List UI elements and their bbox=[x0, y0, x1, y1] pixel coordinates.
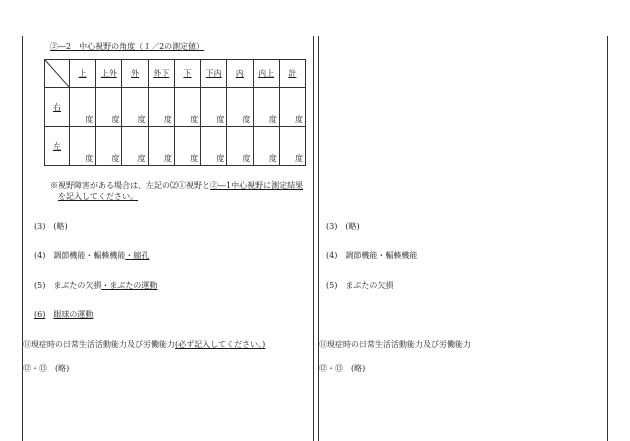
item-11-added: (必ず記入してください。) bbox=[175, 340, 266, 349]
table-cell: 度 bbox=[174, 88, 200, 127]
item-5-left bbox=[34, 281, 157, 291]
col-header-total: 計 bbox=[279, 60, 305, 88]
table-cell: 度 bbox=[122, 88, 148, 127]
note-line-1 bbox=[50, 181, 303, 191]
col-header-in: 内 bbox=[227, 60, 253, 88]
table-cell: 度 bbox=[96, 127, 122, 166]
table-cell: 度 bbox=[70, 88, 96, 127]
table-cell: 度 bbox=[227, 88, 253, 127]
item-4-left bbox=[34, 251, 149, 261]
field-angle-table bbox=[44, 59, 306, 166]
item-11-text: ⑪現症時の日常生活活動能力及び労働能力 bbox=[23, 340, 175, 349]
item-4-right: (4) 調節機能・輻輳機能 bbox=[326, 251, 418, 260]
table-cell: 度 bbox=[70, 127, 96, 166]
col-header-up-out: 上外 bbox=[96, 60, 122, 88]
item-12-left: ⑫・⑬ (略) bbox=[23, 364, 70, 373]
section-title: ②―2 中心視野の角度（Ｉ／2の測定値） bbox=[50, 42, 205, 51]
row-label-left: 左 bbox=[45, 127, 70, 166]
table-cell: 度 bbox=[201, 88, 227, 127]
note-text: 視野障害がある場合は、左記の⑵①視野と bbox=[58, 181, 210, 190]
center-divider-left bbox=[313, 36, 314, 441]
item-3-right: (3) (略) bbox=[326, 222, 360, 231]
left-border bbox=[22, 36, 23, 441]
table-cell: 度 bbox=[201, 127, 227, 166]
item-11-left bbox=[23, 340, 265, 350]
item-4-text: (4) 調節機能・輻輳機能 bbox=[34, 251, 126, 260]
table-row-right-eye bbox=[45, 88, 306, 127]
item-6-text: 眼球の運動 bbox=[53, 310, 94, 319]
table-cell: 度 bbox=[253, 88, 279, 127]
table-cell: 度 bbox=[174, 127, 200, 166]
table-row-left-eye bbox=[45, 127, 306, 166]
item-5-text: (5) まぶたの欠損 bbox=[34, 281, 102, 290]
table-cell: 度 bbox=[253, 127, 279, 166]
item-6-left bbox=[34, 310, 93, 320]
table-corner-cell bbox=[45, 60, 70, 88]
col-header-up: 上 bbox=[70, 60, 96, 88]
table-cell: 度 bbox=[148, 127, 174, 166]
right-border bbox=[607, 36, 608, 441]
note-text-underlined: ②―1中心視野に測定結果 bbox=[210, 181, 304, 190]
item-6-number: (6) bbox=[34, 310, 46, 319]
table-cell: 度 bbox=[96, 88, 122, 127]
item-12-right: ⑫・⑬ (略) bbox=[319, 364, 366, 373]
note-mark: ※ bbox=[50, 181, 58, 190]
note-line-2: を記入してください。 bbox=[58, 192, 138, 201]
col-header-out: 外 bbox=[122, 60, 148, 88]
table-cell: 度 bbox=[227, 127, 253, 166]
table-header-row bbox=[45, 60, 306, 88]
diagonal-line bbox=[45, 60, 69, 87]
table-cell: 度 bbox=[279, 127, 305, 166]
col-header-in-up: 内上 bbox=[253, 60, 279, 88]
col-header-down-in: 下内 bbox=[201, 60, 227, 88]
table-cell: 度 bbox=[279, 88, 305, 127]
item-3-left: (3) (略) bbox=[34, 222, 68, 231]
item-5-right: (5) まぶたの欠損 bbox=[326, 281, 394, 290]
table-cell: 度 bbox=[148, 88, 174, 127]
col-header-out-down: 外下 bbox=[148, 60, 174, 88]
table-cell: 度 bbox=[122, 127, 148, 166]
center-divider-right bbox=[318, 36, 319, 441]
row-label-right: 右 bbox=[45, 88, 70, 127]
item-4-added: ・縮孔 bbox=[125, 251, 150, 260]
col-header-down: 下 bbox=[174, 60, 200, 88]
item-11-right: ⑪現症時の日常生活活動能力及び労働能力 bbox=[319, 340, 471, 349]
item-5-added: ・まぶたの運動 bbox=[101, 281, 158, 290]
